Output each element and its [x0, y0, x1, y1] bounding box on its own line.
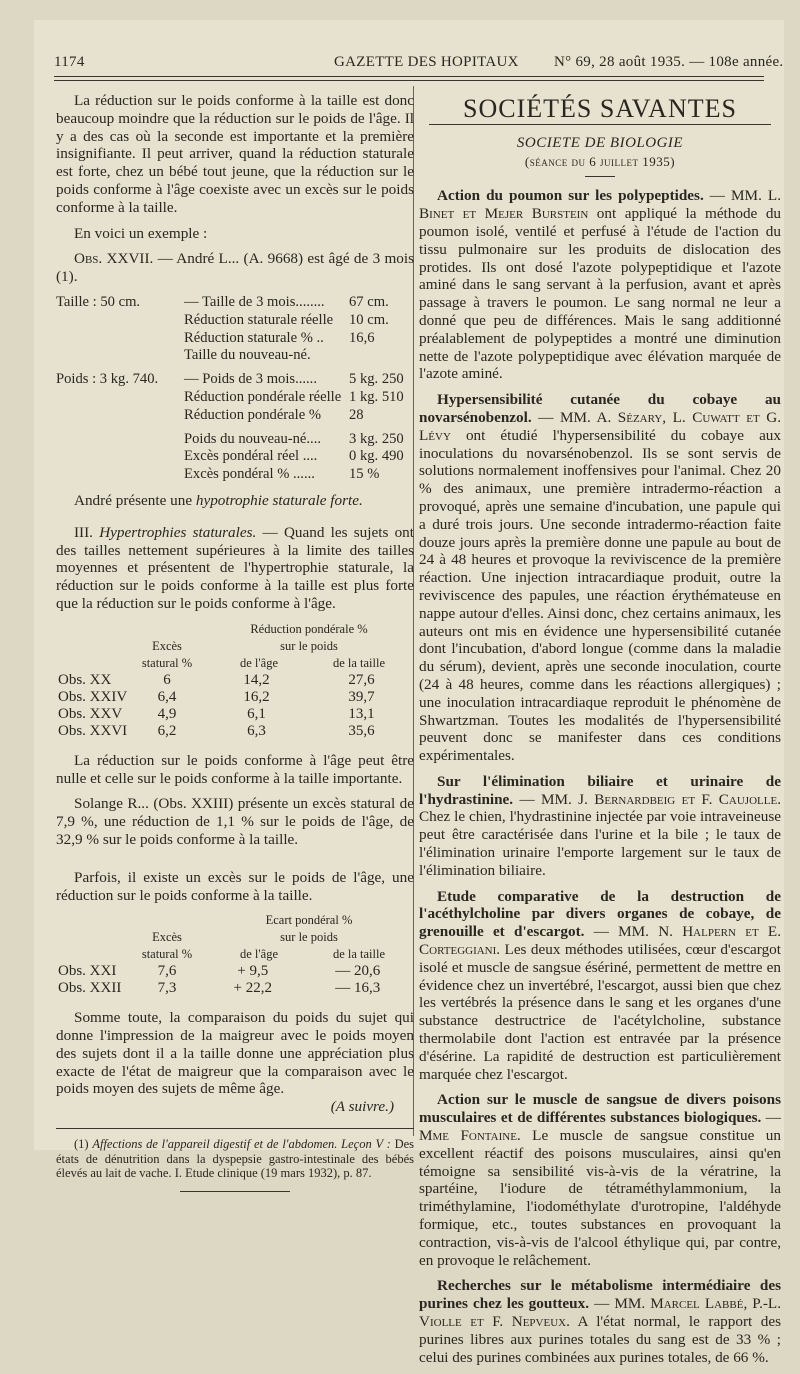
measure-row: Poids du nouveau-né.... 3 kg. 250	[184, 430, 404, 447]
measure-row: Taille : 50 cm. — Taille de 3 mois........ 67 cm.	[56, 293, 389, 310]
paragraph: Solange R... (Obs. XXIII) présente un excès statural de 7,9 %, une réduction de 1,1 % sur le poids de l'âge, de 32,9 % sur le poids conforme à la taille.	[56, 795, 414, 848]
table-hypertrophy	[56, 621, 414, 740]
measure-row: Excès pondéral réel .... 0 kg. 490	[184, 448, 404, 465]
table-row: Obs. XXI 7,6 + 9,5 — 20,6	[58, 963, 381, 980]
section-title: Hypertrophies staturales.	[99, 523, 257, 541]
header-rule	[54, 76, 764, 77]
measure-row: Excès pondéral % ...... 15 %	[184, 466, 380, 483]
obs-label: Obs. XXVII.	[74, 250, 154, 268]
communication: Hypersensibilité cutanée du cobaye au novarsénobenzol. — MM. A. Sézary, L. Cuwatt et G. Lévy ont étudié l'hypersensibilité du cobaye aux inoculations du novarsénobenzol. Ils se sont servis de solutions normalement inoffensives pour l'animal. Chez 20 % des animaux, une première intradermo-réaction a provoqué, après une semaine d'incubation, une papule qui a duré trois jours. Une seconde intradermo-réaction faite douze jours après la première donne une papule au bout de 24 à 48 heures et provoque la reviviscence de la première réaction. Une injection intracardiaque produit, outre la reviviscence des papules, une réaction érythémateuse en nappe autour d'elles. Ainsi donc, chez certains animaux, les auteurs ont mis en évidence une hypersensibilité cutanée dont l'incubation, d'abord longue (comme dans la maladie du sérum), devient, après une seconde inoculation, courte (24 à 48 heures, comme dans les réactions allergiques) ; une inoculation intracardiaque reproduit le phénomène de Shwartzman. Toutes les modalités de l'hypersensibilité peuvent donc se manifester dans ces conditions expérimentales.	[419, 391, 781, 765]
page	[34, 20, 784, 1366]
measure-row: Réduction pondérale réelle 1 kg. 510	[184, 388, 404, 405]
communication: Action du poumon sur les polypeptides. — MM. L. Binet et Mejer Burstein ont appliqué la méthode du poumon isolé, ventilé et perfusé à l'étude de l'action du tissu pulmonaire sur les produits de dislocation des protides. Ils ont dosé l'azote polypeptidique et l'azote aminé dans le sang servant à la perfusion, avant et après passage à travers le poumon. Le sang normal ne leur a donné que peu de différences. Mais le sang additionné préalablement de polypeptides a montré une diminution nette de l'azote polypeptidique avec élévation marquée de l'azote aminé.	[419, 187, 782, 383]
communication: Sur l'élimination biliaire et urinaire de l'hydrastinine. — MM. J. Bernardbeig et F. Caujolle. Chez le chien, l'hydrastinine injectée par voie intraveineuse peut être caractérisée dans l'urine et la bile ; le taux de l'élimination urinaire l'emporte largement sur le taux de l'élimination biliaire.	[419, 772, 781, 879]
measurement-block	[56, 294, 414, 484]
issue-info: N° 69, 28 août 1935. — 108e année.	[554, 54, 784, 70]
measure-row: Réduction staturale réelle 10 cm.	[184, 311, 389, 328]
paragraph: André présente une hypotrophie staturale forte.	[74, 491, 363, 509]
session-date: (séance du 6 juillet 1935)	[524, 153, 676, 169]
table-row: Obs. XXIV 6,4 16,2 39,7	[58, 688, 375, 705]
communication: Recherches sur le métabolisme intermédiaire des purines chez les goutteux. — MM. Marcel Labbé, P.-L. Violle et F. Nepveux. A l'état normal, le rapport des purines libres aux purines totales du sang est de 33 % ; celui des purines combinées aux purines totales, de 66 %.	[419, 1277, 781, 1366]
obs-text: — André L... (A. 9668) est âgé de 3 mois (1).	[56, 250, 415, 286]
table-header: Excès statural % Réduction pondérale % sur le poids de l'âge de la taille	[141, 621, 386, 670]
table-ecart	[56, 912, 414, 997]
table-header: Excès statural % Ecart pondéral % sur le poids de l'âge de la taille	[141, 913, 386, 962]
section-paragraph: III. Hypertrophies staturales. — Quand les sujets ont des tailles nettement supérieures à la limite des tailles moyennes et présentent de l'hypertrophie staturale, la réduction sur le poids conforme à la taille est plus forte que la réduction sur le poids conforme à l'âge.	[56, 523, 414, 612]
paragraph: La réduction sur le poids conforme à la taille est donc beaucoup moindre que la réduction sur le poids de l'âge. Il y a des cas où la seconde est importante et la première insignifiante. Il peut arriver, quand la réduction staturale est forte, chez un bébé tout jeune, que la réduction sur le poids conforme à l'âge coexiste avec un excès sur le poids conforme à la taille.	[56, 92, 414, 216]
measure-row: Réduction pondérale % 28	[184, 406, 364, 423]
measure-row: Poids : 3 kg. 740. — Poids de 3 mois...... 5 kg. 250	[56, 371, 404, 388]
table-row: Obs. XXVI 6,2 6,3 35,6	[58, 722, 375, 739]
footnote-rule	[56, 1128, 414, 1129]
left-column	[56, 92, 414, 1192]
footnote: (1) Affections de l'appareil digestif et de l'abdomen. Leçon V : Des états de dénutrition dans la dyspepsie gastro-intestinale des bébés élevés au lait de vache. I. Etude clinique (19 mars 1932), p. 87.	[56, 1137, 415, 1181]
paragraph: En voici un exemple :	[74, 224, 208, 242]
heading-rule	[429, 124, 771, 125]
paragraph: La réduction sur le poids conforme à l'âge peut être nulle et celle sur le poids conforme à la taille importante.	[56, 751, 414, 787]
page-number: 1174	[54, 54, 85, 70]
journal-title: GAZETTE DES HOPITAUX	[334, 54, 519, 70]
right-column	[419, 92, 781, 1374]
paragraph: Somme toute, la comparaison du poids du sujet qui donne l'impression de la maigreur avec le poids moyen des sujets dont il a la taille donne une appréciation plus exacte de l'état de maigreur que la comparaison avec le poids moyen des sujets de même âge.	[56, 1009, 414, 1098]
communication: Action sur le muscle de sangsue de divers poisons musculaires et de différentes substances biologiques. — Mme Fontaine. Le muscle de sangsue constitue un excellent réactif des poisons musculaires, ainsi qu'en témoigne sa sensibilité vis-à-vis de la vératrine, la spartéine, l'iodure de tétraméthylammonium, la triméthylamine, l'iodométhylate d'urotropine, l'aldéhyde formique, etc., toutes substances en provoquant la contraction, vis-à-vis de l'alcool éthylique qui, par contre, en provoque le relâchement.	[419, 1091, 781, 1269]
to-be-continued: (A suivre.)	[330, 1098, 394, 1116]
table-row: Obs. XX 6 14,2 27,6	[58, 671, 375, 688]
communication: Etude comparative de la destruction de l'acéthylcholine par divers organes de cobaye, de grenouille et d'escargot. — MM. N. Halpern et E. Corteggiani. Les deux méthodes utilisées, cœur d'escargot isolé et muscle de sangsue ésériné, permettent de mettre en évidence chez un invertébré, l'escargot, aussi bien que chez les vertébrés la présence dans le sang et les organes d'une substance destructrice de l'acétylcholine, substance thermolabile dont l'action est entravée par la présence d'ésérine. La rapidité de destruction est particulièrement marquée chez l'escargot.	[419, 887, 781, 1083]
paragraph: Parfois, il existe un excès sur le poids de l'âge, une réduction sur le poids conforme à la taille.	[56, 868, 414, 904]
section-heading: SOCIÉTÉS SAVANTES	[463, 94, 737, 123]
observation-line	[56, 250, 414, 286]
measure-row: Réduction staturale % .. 16,6	[184, 329, 375, 346]
table-row: Obs. XXII 7,3 + 22,2 — 16,3	[58, 980, 381, 997]
table-row: Obs. XXV 4,9 6,1 13,1	[58, 705, 375, 722]
end-ornament	[180, 1191, 290, 1192]
measure-row: Taille du nouveau-né.	[184, 347, 311, 364]
header-rule-2	[54, 80, 764, 81]
society-name: SOCIETE DE BIOLOGIE	[516, 134, 684, 151]
sub-rule	[585, 176, 615, 177]
